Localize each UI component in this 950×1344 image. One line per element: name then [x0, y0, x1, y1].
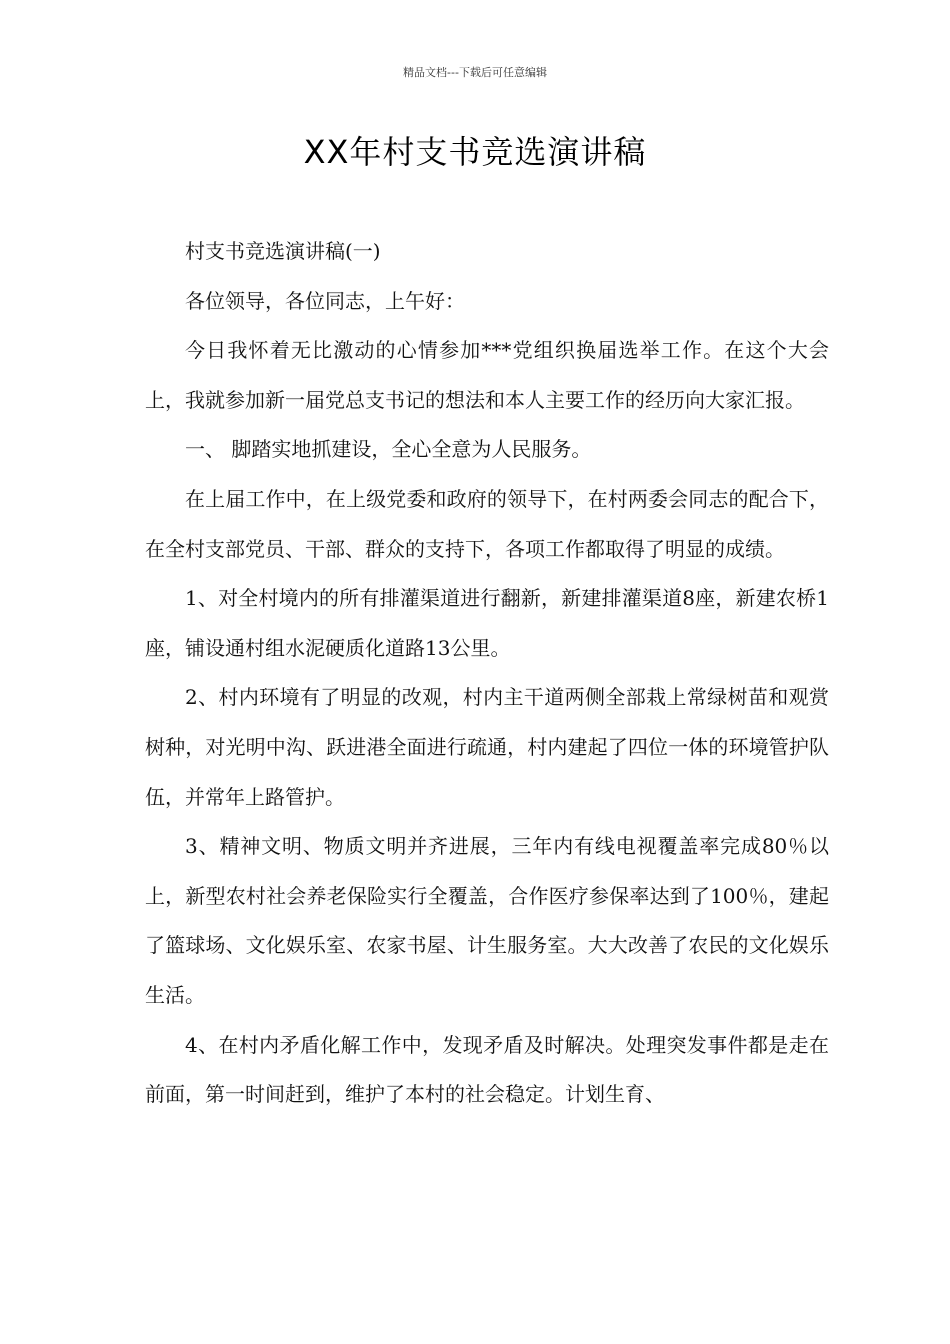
paragraph-intro: 今日我怀着无比激动的心情参加***党组织换届选举工作。在这个大会上，我就参加新一届党总支书记的想法和本人主要工作的经历向大家汇报。 [145, 338, 829, 412]
paragraph-item-3: 3、精神文明、物质文明并齐进展，三年内有线电视覆盖率完成80％以上，新型农村社会养老保险实行全覆盖，合作医疗参保率达到了100％，建起了篮球场、文化娱乐室、农家书屋、计生服务室。大大改善了农民的文化娱乐生活。 [145, 834, 829, 1007]
page-header-caption: 精品文档---下载后可任意编辑 [403, 66, 547, 79]
paragraph-greeting: 各位领导，各位同志，上午好： [185, 288, 465, 313]
paragraph-item-1: 1、对全村境内的所有排灌渠道进行翻新，新建排灌渠道8座，新建农桥1座，铺设通村组水泥硬质化道路13公里。 [145, 586, 829, 660]
paragraph-item-4: 4、在村内矛盾化解工作中，发现矛盾及时解决。处理突发事件都是走在前面，第一时间赶到，维护了本村的社会稳定。计划生育、 [145, 1032, 829, 1107]
paragraph-achievements-intro: 在上届工作中，在上级党委和政府的领导下，在村两委会同志的配合下，在全村支部党员、干部、群众的支持下，各项工作都取得了明显的成绩。 [145, 486, 829, 561]
paragraph-subtitle: 村支书竞选演讲稿(一) [185, 239, 381, 263]
document-body [145, 227, 829, 1120]
document-title: XX年村支书竞选演讲稿 [303, 133, 647, 171]
paragraph-item-2: 2、村内环境有了明显的改观，村内主干道两侧全部栽上常绿树苗和观赏树种，对光明中沟、跃进港全面进行疏通，村内建起了四位一体的环境管护队伍，并常年上路管护。 [145, 685, 829, 809]
paragraph-section-heading: 一、 脚踏实地抓建设，全心全意为人民服务。 [185, 437, 592, 462]
